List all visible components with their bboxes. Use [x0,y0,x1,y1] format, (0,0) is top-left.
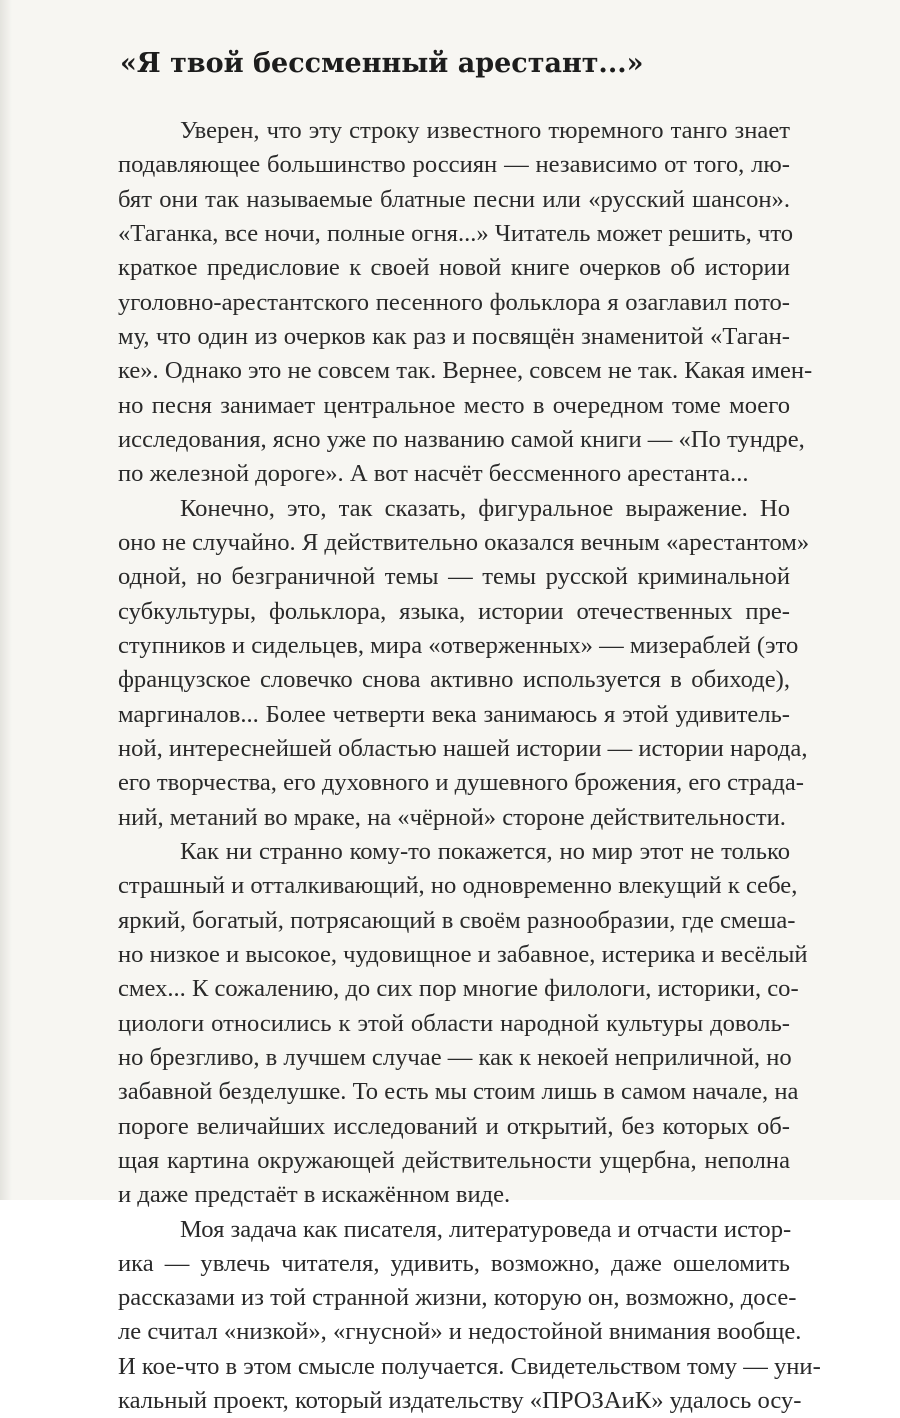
text-line: уголовно-арестантского песенного фольклора я озаглавил пото- [118,288,790,316]
text-line: рассказами из той странной жизни, которую он, возможно, досе- [118,1284,797,1312]
text-line: оно не случайно. Я действительно оказался вечным «арестантом» [118,528,810,556]
text-line: страшный и отталкивающий, но одновременно влекущий к себе, [118,872,798,900]
text-line: ика — увлечь читателя, удивить, возможно, даже ошеломить [118,1249,790,1277]
text-line: ступников и сидельцев, мира «отверженных» — мизераблей (это [118,631,799,659]
text-line: Конечно, это, так сказать, фигуральное выражение. Но [180,494,790,522]
chapter-title: «Я твой бессменный арестант...» [120,48,644,79]
text-line: и даже предстаёт в искажённом виде. [118,1181,511,1209]
text-line: И кое-что в этом смысле получается. Свидетельством тому — уни- [118,1352,821,1380]
text-line: «Таганка, все ночи, полные огня...» Читатель может решить, что [118,219,794,247]
text-line: но низкое и высокое, чудовищное и забавное, истерика и весёлый [118,940,808,968]
text-line: маргиналов... Более четверти века занимаюсь я этой удивитель- [118,700,790,728]
text-line: Как ни странно кому-то покажется, но мир этот не только [180,837,790,865]
text-line: пороге величайших исследований и открытий, без которых об- [118,1112,790,1140]
text-line: ке». Однако это не совсем так. Вернее, совсем не так. Какая имен- [118,357,813,385]
text-line: исследования, ясно уже по названию самой книги — «По тундре, [118,425,805,453]
text-line: забавной безделушке. То есть мы стоим лишь в самом начале, на [118,1078,799,1106]
text-line: ле считал «низкой», «гнусной» и недостойной внимания вообще. [118,1318,802,1346]
text-line: подавляющее большинство россиян — независимо от того, лю- [118,151,790,179]
text-line: смех... К сожалению, до сих пор многие филологи, историки, со- [118,975,799,1003]
text-line: французское словечко снова активно используется в обиходе), [118,666,790,694]
text-line: Моя задача как писателя, литературоведа и отчасти истор- [180,1215,792,1243]
text-line: его творчества, его духовного и душевного брожения, его страда- [118,769,804,797]
text-line: циологи относились к этой области народной культуры доволь- [118,1009,790,1037]
text-line: но песня занимает центральное место в очередном томе моего [118,391,790,419]
text-line: но брезгливо, в лучшем случае — как к некоей неприличной, но [118,1043,792,1071]
text-line: ний, метаний во мраке, на «чёрной» стороне действительности. [118,803,786,831]
text-line: кальный проект, который издательству «ПРОЗАиК» удалось осу- [118,1387,802,1415]
text-line: Уверен, что эту строку известного тюремного танго знает [180,117,790,144]
text-line: ной, интереснейшей областью нашей истории — истории народа, [118,734,808,762]
text-line: яркий, богатый, потрясающий в своём разнообразии, где смеша- [118,906,796,934]
text-line: краткое предисловие к своей новой книге очерков об истории [118,254,790,282]
body-text [118,114,821,1418]
text-line: одной, но безграничной темы — темы русской криминальной [118,563,790,591]
page-fold-shadow [0,0,12,1200]
text-line: щая картина окружающей действительности ущербна, неполна [118,1146,790,1174]
text-line: му, что один из очерков как раз и посвящён знаменитой «Таган- [118,322,790,350]
text-line: по железной дороге». А вот насчёт бессменного арестанта... [118,460,749,488]
text-line: субкультуры, фольклора, языка, истории отечественных пре- [118,597,790,625]
text-line: бят они так называемые блатные песни или «русский шансон». [118,185,790,213]
